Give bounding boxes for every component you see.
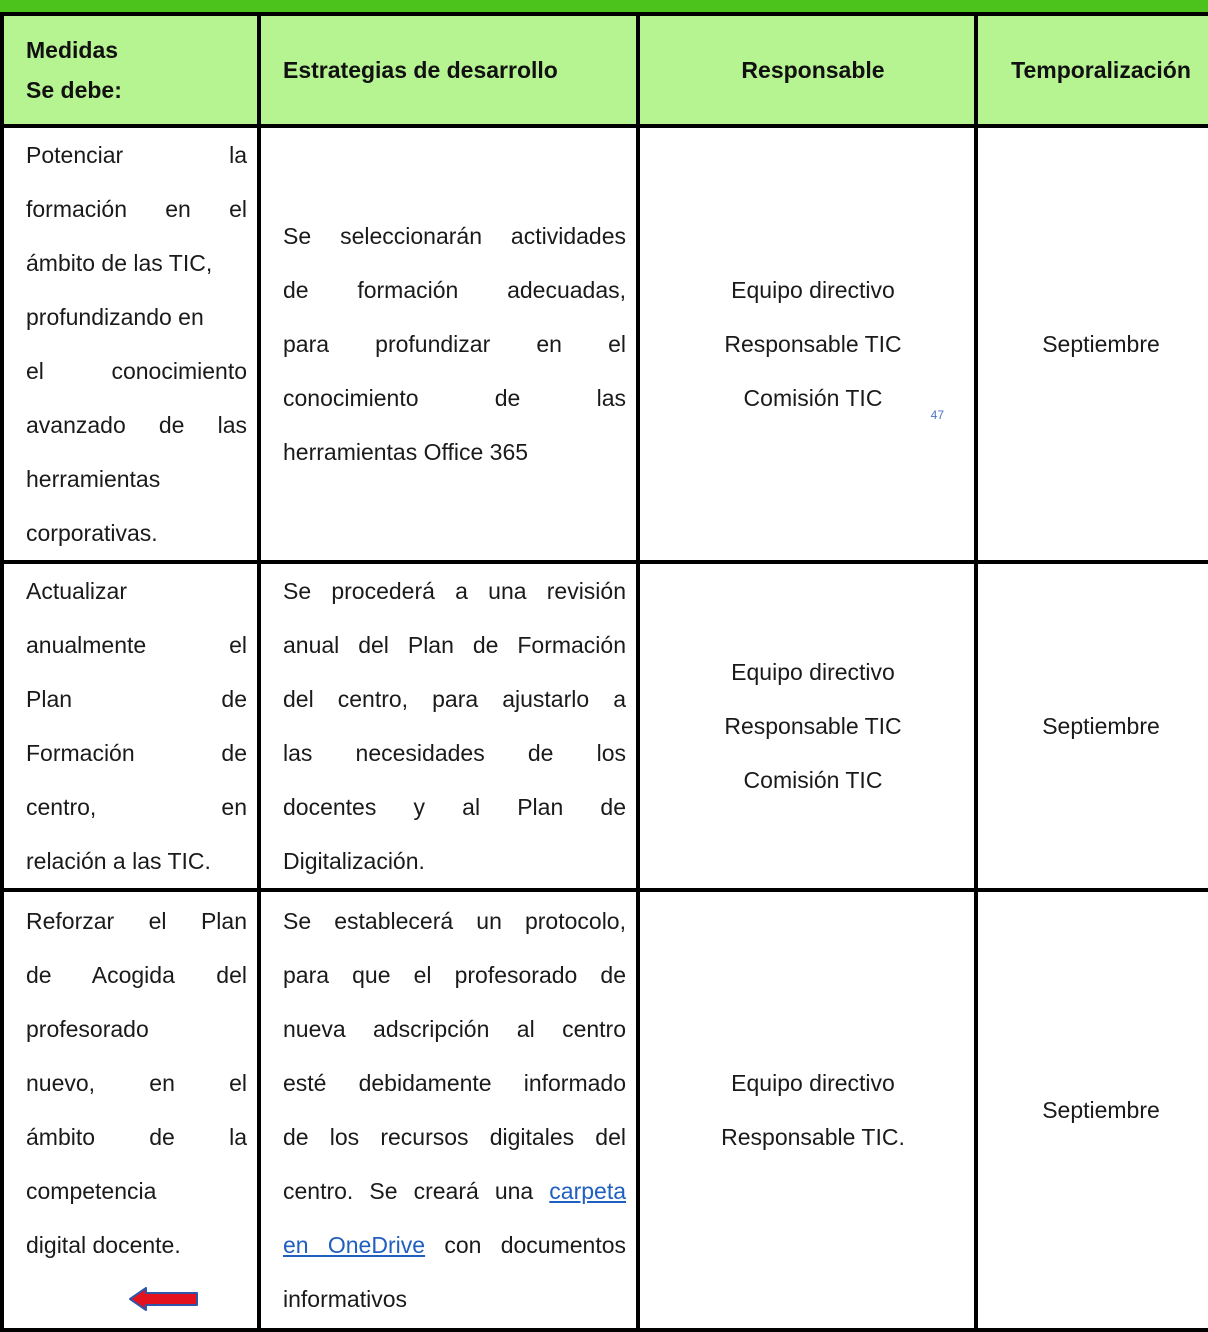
temporalizacion-cell: Septiembre (976, 890, 1208, 1330)
estrategia-cell (259, 126, 638, 562)
text-line: corporativas. (26, 520, 158, 546)
medida-cell (2, 126, 259, 562)
text-line: Responsable TIC. (721, 1124, 905, 1150)
onedrive-folder-link-part2[interactable]: en OneDrive (283, 1232, 426, 1258)
text-line: las necesidades de los (283, 740, 626, 766)
arrow-holder (26, 1272, 247, 1326)
text-line: nueva adscripción al centro (283, 1016, 626, 1042)
responsable-cell (638, 562, 976, 890)
left-arrow-icon[interactable] (129, 1286, 199, 1312)
text-line: docentes y al Plan de (283, 794, 626, 820)
text-line: herramientas Office 365 (283, 439, 529, 465)
text-line: Se seleccionarán actividades (283, 223, 626, 249)
text-segment: con documentos (425, 1232, 626, 1258)
plan-table (0, 12, 1208, 1332)
text-line: Potenciar la (26, 142, 247, 168)
top-green-bar (0, 0, 1208, 12)
text-line: Responsable TIC (724, 713, 902, 739)
text-line: Actualizar (26, 578, 127, 604)
text-line: Equipo directivo (731, 277, 895, 303)
text-line: ámbito de la (26, 1124, 247, 1150)
text-line: Equipo directivo (731, 659, 895, 685)
table-row (2, 890, 1208, 1330)
text-line: Se procederá a una revisión (283, 578, 626, 604)
text-line: Digitalización. (283, 848, 425, 874)
text-line: competencia (26, 1178, 157, 1204)
temporalizacion-cell: Septiembre (976, 562, 1208, 890)
page-number: 47 (930, 408, 944, 422)
header-responsable: Responsable (638, 14, 976, 126)
medida-cell (2, 562, 259, 890)
text-line: informativos (283, 1286, 407, 1312)
text-line: formación en el (26, 196, 247, 222)
text-line: profesorado (26, 1016, 149, 1042)
header-medidas-line1: Medidas (26, 37, 119, 63)
text-line: relación a las TIC. (26, 848, 211, 874)
text-line: esté debidamente informado (283, 1070, 626, 1096)
text-line: nuevo, en el (26, 1070, 247, 1096)
text-line: ámbito de las TIC, (26, 250, 213, 276)
header-estrategias: Estrategias de desarrollo (259, 14, 638, 126)
text-line: conocimiento de las (283, 385, 626, 411)
text-line: digital docente. (26, 1232, 181, 1258)
text-line: de Acogida del (26, 962, 247, 988)
text-line: Comisión TIC (743, 385, 883, 411)
table-row (2, 562, 1208, 890)
text-line: Se establecerá un protocolo, (283, 908, 626, 934)
temporalizacion-cell: Septiembre (976, 126, 1208, 562)
text-line (283, 1164, 626, 1218)
text-segment: centro. Se creará una (283, 1178, 534, 1204)
text-line: avanzado de las (26, 412, 247, 438)
text-line: del centro, para ajustarlo a (283, 686, 626, 712)
header-temporalizacion: Temporalización (976, 14, 1208, 126)
text-line: de formación adecuadas, (283, 277, 626, 303)
text-line: anual del Plan de Formación (283, 632, 626, 658)
text-line: profundizando en (26, 304, 204, 330)
text-line: de los recursos digitales del (283, 1124, 626, 1150)
text-line: Reforzar el Plan (26, 908, 247, 934)
text-line: Formación de (26, 740, 247, 766)
text-line: Comisión TIC (743, 767, 883, 793)
text-line: anualmente el (26, 632, 247, 658)
responsable-cell (638, 890, 976, 1330)
text-line: centro, en (26, 794, 247, 820)
medida-cell (2, 890, 259, 1330)
onedrive-folder-link-part1[interactable]: carpeta (549, 1178, 627, 1204)
text-line: el conocimiento (26, 358, 247, 384)
text-line: Plan de (26, 686, 247, 712)
text-line: herramientas (26, 466, 161, 492)
header-medidas (2, 14, 259, 126)
estrategia-cell (259, 890, 638, 1330)
text-line: Responsable TIC (724, 331, 902, 357)
estrategia-cell (259, 562, 638, 890)
text-line: para que el profesorado de (283, 962, 626, 988)
text-line (283, 1218, 626, 1272)
header-row (2, 14, 1208, 126)
responsable-cell (638, 126, 976, 562)
header-medidas-line2: Se debe: (26, 77, 122, 103)
text-line: para profundizar en el (283, 331, 626, 357)
text-line: Equipo directivo (731, 1070, 895, 1096)
table-row (2, 126, 1208, 562)
